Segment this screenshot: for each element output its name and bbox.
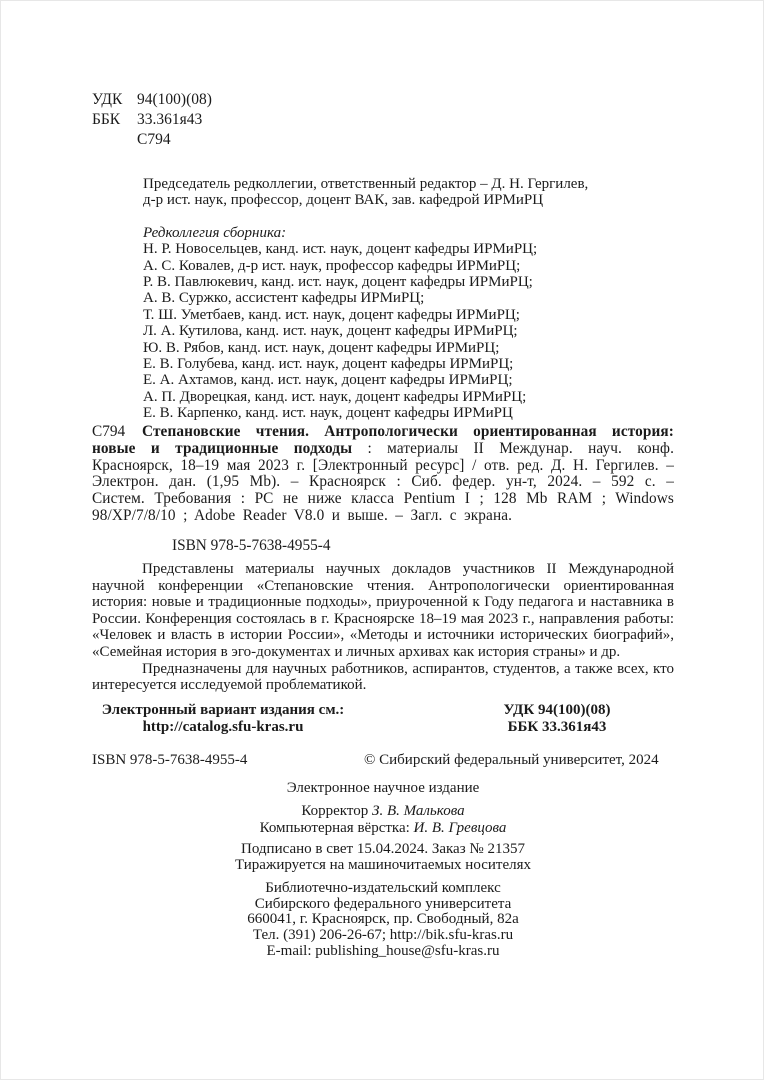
board-members-list (143, 241, 691, 421)
catalog-description: : материалы II Междунар. науч. конф. Красноярск, 18–19 мая 2023 г. [Электронный ресурс] / отв. ред. Д. Н. Гергилев. – Электрон. дан. (1,95 Mb). – Красноярск : Сиб. федер. ун-т, 2024. – 592 с. – Систем. Требования : PC не ниже класса Pentium I ; 128 Mb RAM ; Windows 98/XP/7/8/10 ; Adobe Reader V8.0 и выше. – Загл. с экрана. (92, 439, 674, 524)
board-member: Т. Ш. Уметбаев, канд. ист. наук, доцент кафедры ИРМиРЦ; (143, 306, 520, 323)
bbk-value: 33.361я43 (137, 111, 203, 128)
udk-label: УДК (92, 91, 123, 108)
corrector-name: З. В. Малькова (372, 803, 465, 819)
author-sign-row (92, 130, 212, 150)
catalog-entry (92, 424, 674, 525)
board-member: Е. В. Голубева, канд. ист. наук, доцент кафедры ИРМиРЦ; (143, 356, 514, 373)
electronic-note (92, 702, 354, 736)
isbn-copyright-row (92, 752, 674, 772)
spacer (143, 209, 691, 225)
corrector-line (92, 803, 674, 820)
board-member: А. В. Суржко, ассистент кафедры ИРМиРЦ; (143, 290, 425, 307)
udk-value: 94(100)(08) (137, 91, 212, 108)
layout-name: И. В. Гревцова (413, 820, 507, 836)
layout-label: Компьютерная вёрстка: (259, 820, 414, 836)
board-member: А. П. Дворецкая, канд. ист. наук, доцент кафедры ИРМиРЦ; (143, 388, 527, 405)
corrector-label: Корректор (301, 803, 373, 819)
copyright-notice: © Сибирский федеральный университет, 2024 (364, 752, 659, 768)
publisher-line-2: Сибирского федерального университета (254, 895, 512, 912)
publisher-block (92, 881, 674, 960)
print-info-block (92, 841, 674, 873)
catalog-url: http://catalog.sfu-kras.ru (142, 719, 304, 735)
board-member: Л. А. Кутилова, канд. ист. наук, доцент кафедры ИРМиРЦ; (143, 323, 518, 340)
isbn-bottom: ISBN 978-5-7638-4955-4 (92, 752, 248, 768)
board-member: Е. А. Ахтамов, канд. ист. наук, доцент кафедры ИРМиРЦ; (143, 372, 513, 389)
publisher-address: 660041, г. Красноярск, пр. Свободный, 82а (247, 911, 519, 928)
author-sign: С794 (137, 131, 171, 148)
board-member: А. С. Ковалев, д-р ист. наук, профессор кафедры ИРМиРЦ; (143, 257, 521, 274)
author-sign-spacer (92, 130, 137, 150)
board-member: Ю. В. Рябов, канд. ист. наук, доцент кафедры ИРМиРЦ; (143, 339, 500, 356)
bbk-label: ББК (92, 111, 121, 128)
board-member: Н. Р. Новосельцев, канд. ист. наук, доцент кафедры ИРМиРЦ; (143, 241, 538, 258)
chairman-line-2: д-р ист. наук, профессор, доцент ВАК, зав. кафедрой ИРМиРЦ (143, 192, 544, 209)
bbk-right-value: ББК 33.361я43 (507, 719, 607, 735)
publisher-line-1: Библиотечно-издательский комплекс (265, 880, 501, 896)
classification-block (92, 90, 212, 150)
catalog-title: Степановские чтения. Антропологически ориентированная история: новые и традиционные подходы (92, 423, 674, 457)
distribution-line: Тиражируется на машиночитаемых носителях (234, 857, 531, 873)
credits-block (92, 803, 674, 837)
layout-line (92, 820, 674, 837)
publisher-phone-site: Тел. (391) 206-26-67; http://bik.sfu-kras.ru (252, 927, 514, 944)
electronic-note-block (92, 702, 674, 742)
chairman-line-1: Председатель редколлегии, ответственный редактор – Д. Н. Гергилев, (143, 176, 589, 192)
udk-right-block (477, 702, 637, 736)
edition-type: Электронное научное издание (286, 780, 480, 796)
board-member: Е. В. Карпенко, канд. ист. наук, доцент кафедры ИРМиРЦ (143, 405, 513, 422)
annotation-block (92, 561, 674, 694)
board-heading: Редколлегия сборника: (143, 224, 287, 241)
publisher-email: E-mail: publishing_house@sfu-kras.ru (266, 942, 500, 959)
board-member: Р. В. Павлюкевич, канд. ист. наук, доцент кафедры ИРМиРЦ; (143, 274, 533, 291)
catalog-paragraph (92, 424, 674, 525)
bbk-row (92, 110, 212, 130)
catalog-author-sign: С794 (92, 423, 126, 440)
udk-row (92, 90, 212, 110)
annotation-paragraph-2: Предназначены для научных работников, аспирантов, студентов, а также всех, кто интересуется исследуемой проблематикой. (92, 660, 674, 694)
electronic-note-line: Электронный вариант издания см.: (101, 702, 345, 718)
isbn-top: ISBN 978-5-7638-4955-4 (172, 537, 331, 554)
annotation-paragraph-1: Представлены материалы научных докладов участников II Международной научной конференции «Степановские чтения. Антропологически ориентированная история: новые и традиционные подходы», приуроченной к Году педагога и наставника в России. Конференция состоялась в г. Красноярске 18–19 мая 2023 г., направления работы: «Человек и власть в истории России», «Методы и источники исторических биографий», «Семейная история в эго-документах и личных архивах как история страны» и др. (92, 561, 674, 660)
editorial-board-block (143, 176, 691, 422)
udk-right-value: УДК 94(100)(08) (503, 702, 611, 718)
signed-line: Подписано в свет 15.04.2024. Заказ № 21357 (241, 841, 525, 857)
